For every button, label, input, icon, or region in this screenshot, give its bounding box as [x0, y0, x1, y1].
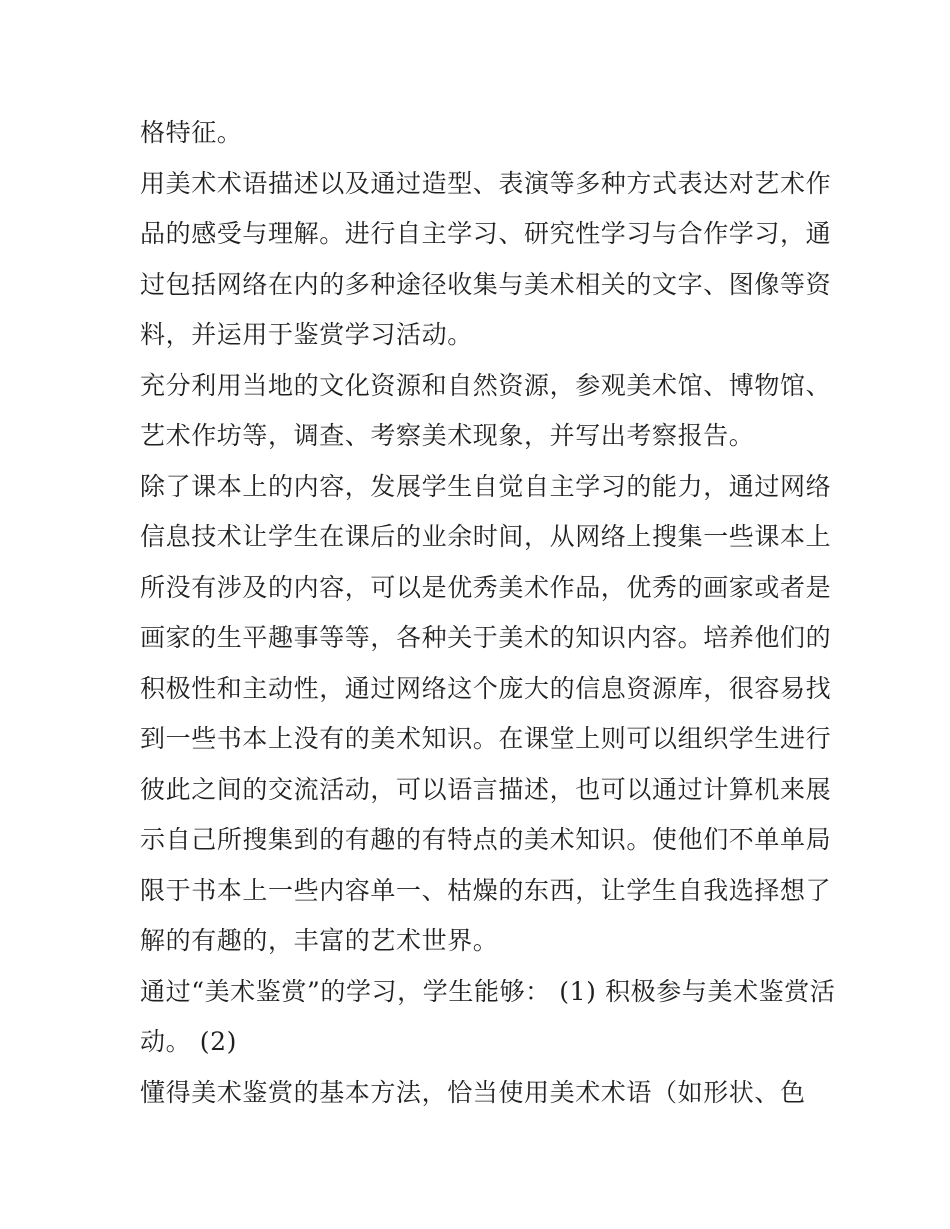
- text-line: 彼此之间的交流活动，可以语言描述，也可以通过计算机来展: [140, 774, 832, 804]
- text-line: 用美术术语描述以及通过造型、表演等多种方式表达对艺术作: [140, 168, 832, 198]
- text-line: 所没有涉及的内容，可以是优秀美术作品，优秀的画家或者是: [140, 572, 832, 602]
- text-line: 示自己所搜集到的有趣的有特点的美术知识。使他们不单单局: [140, 825, 832, 854]
- text-line: 过包括网络在内的多种途径收集与美术相关的文字、图像等资: [140, 269, 832, 299]
- text-line: 料，并运用于鉴赏学习活动。: [140, 320, 473, 349]
- text-line: 艺术作坊等，调查、考察美术现象，并写出考察报告。: [140, 421, 755, 450]
- document-body: [140, 108, 836, 1118]
- text-line: 通过“美术鉴赏”的学习，学生能够： (1) 积极参与美术鉴赏活: [140, 976, 836, 1006]
- text-line: 画家的生平趣事等等，各种关于美术的知识内容。培养他们的: [140, 623, 832, 652]
- text-line: 解的有趣的，丰富的艺术世界。: [140, 926, 499, 955]
- text-line: 信息技术让学生在课后的业余时间，从网络上搜集一些课本上: [140, 522, 832, 551]
- text-line: 品的感受与理解。进行自主学习、研究性学习与合作学习，通: [140, 219, 832, 248]
- text-line: 懂得美术鉴赏的基本方法，恰当使用美术术语（如形状、色: [140, 1077, 806, 1107]
- text-line: 积极性和主动性，通过网络这个庞大的信息资源库，很容易找: [140, 673, 832, 703]
- text-line: 格特征。: [140, 118, 243, 147]
- text-line: 到一些书本上没有的美术知识。在课堂上则可以组织学生进行: [140, 724, 832, 753]
- text-line: 充分利用当地的文化资源和自然资源，参观美术馆、博物馆、: [140, 370, 832, 400]
- text-line: 动。 (2): [140, 1027, 237, 1056]
- text-line: 限于书本上一些内容单一、枯燥的东西，让学生自我选择想了: [140, 875, 832, 905]
- text-line: 除了课本上的内容，发展学生自觉自主学习的能力，通过网络: [140, 471, 832, 501]
